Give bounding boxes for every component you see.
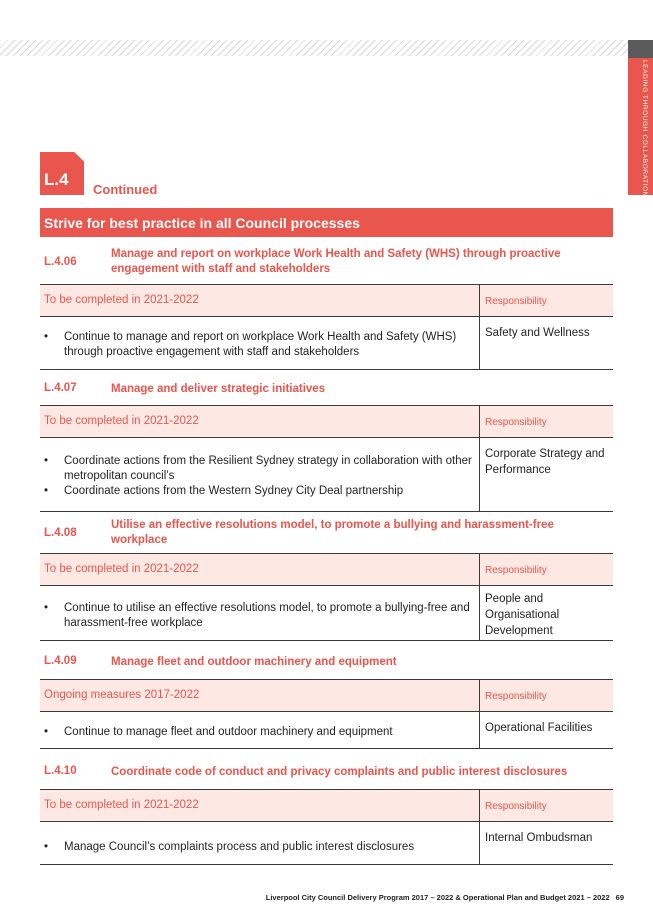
side-tab-marker bbox=[628, 40, 653, 58]
responsibility-header: Responsibility bbox=[485, 801, 547, 812]
responsibility-cell: Operational Facilities bbox=[485, 722, 593, 734]
decorative-hatch-band bbox=[0, 40, 628, 56]
action-table bbox=[40, 284, 613, 370]
action-table bbox=[40, 679, 613, 749]
table-header-row bbox=[40, 790, 613, 822]
responsibility-cell: People and Organisational Development bbox=[485, 593, 560, 637]
list-item: • Manage Council’s complaints process and public interest disclosures bbox=[44, 840, 475, 855]
table-row bbox=[40, 317, 613, 369]
footer-text: Liverpool City Council Delivery Program 2017 – 2022 & Operational Plan and Budget 2021 – 2022 bbox=[265, 893, 610, 902]
table-header-row bbox=[40, 680, 613, 712]
responsibility-header: Responsibility bbox=[485, 691, 547, 702]
responsibility-header: Responsibility bbox=[485, 417, 547, 428]
objective-title: Manage and deliver strategic initiatives bbox=[111, 383, 326, 395]
period-header: To be completed in 2021-2022 bbox=[40, 554, 480, 585]
list-item: • Continue to manage and report on workplace Work Health and Safety (WHS) through proactive engagement with staff and stakeholders bbox=[44, 330, 475, 360]
objective-heading bbox=[40, 380, 613, 400]
table-header-row bbox=[40, 406, 613, 438]
responsibility-cell: Internal Ombudsman bbox=[485, 832, 593, 844]
page-footer bbox=[40, 893, 624, 902]
table-row bbox=[40, 712, 613, 748]
objective-heading bbox=[40, 763, 613, 783]
objective-code: L.4.06 bbox=[44, 256, 77, 268]
list-item: • Coordinate actions from the Western Sydney City Deal partnership bbox=[44, 484, 475, 499]
period-header: To be completed in 2021-2022 bbox=[40, 285, 480, 316]
responsibility-header: Responsibility bbox=[485, 565, 547, 576]
objective-title: Utilise an effective resolutions model, to promote a bullying and harassment-free workplace bbox=[111, 519, 554, 546]
period-header: Ongoing measures 2017-2022 bbox=[40, 680, 480, 711]
section-subtitle: Continued bbox=[93, 182, 158, 197]
action-list bbox=[44, 454, 475, 499]
objective-code: L.4.08 bbox=[44, 527, 77, 539]
action-list bbox=[44, 725, 475, 740]
list-item: • Continue to manage fleet and outdoor machinery and equipment bbox=[44, 725, 475, 740]
table-header-row bbox=[40, 554, 613, 586]
action-list bbox=[44, 601, 475, 631]
table-row bbox=[40, 586, 613, 640]
responsibility-cell: Corporate Strategy and Performance bbox=[485, 448, 605, 476]
action-table bbox=[40, 553, 613, 641]
action-list bbox=[44, 330, 475, 360]
objective-code: L.4.07 bbox=[44, 382, 77, 394]
action-table bbox=[40, 789, 613, 865]
side-tab-label: LEADING THROUGH COLLABORATION bbox=[641, 60, 648, 198]
objective-heading bbox=[40, 653, 613, 673]
objective-title: Manage and report on workplace Work Health and Safety (WHS) through proactive engagement with staff and stakeholders bbox=[111, 248, 561, 275]
objective-title: Manage fleet and outdoor machinery and equipment bbox=[111, 656, 397, 668]
section-banner: Strive for best practice in all Council processes bbox=[40, 208, 613, 237]
page-number: 69 bbox=[615, 893, 624, 902]
objective-title: Coordinate code of conduct and privacy complaints and public interest disclosures bbox=[111, 766, 568, 778]
list-item: • Continue to utilise an effective resolutions model, to promote a bullying-free and harassment-free workplace bbox=[44, 601, 475, 631]
section-code: L.4 bbox=[44, 170, 69, 189]
table-row bbox=[40, 822, 613, 864]
responsibility-header: Responsibility bbox=[485, 296, 547, 307]
objective-code: L.4.09 bbox=[44, 655, 77, 667]
action-table bbox=[40, 405, 613, 512]
responsibility-cell: Safety and Wellness bbox=[485, 327, 590, 339]
objective-heading bbox=[40, 246, 613, 282]
table-row bbox=[40, 438, 613, 511]
objective-code: L.4.10 bbox=[44, 765, 77, 777]
list-item: • Coordinate actions from the Resilient Sydney strategy in collaboration with other metropolitan council’s bbox=[44, 454, 475, 484]
period-header: To be completed in 2021-2022 bbox=[40, 406, 480, 437]
action-list bbox=[44, 840, 475, 855]
objective-heading bbox=[40, 517, 613, 551]
table-header-row bbox=[40, 285, 613, 317]
period-header: To be completed in 2021-2022 bbox=[40, 790, 480, 821]
